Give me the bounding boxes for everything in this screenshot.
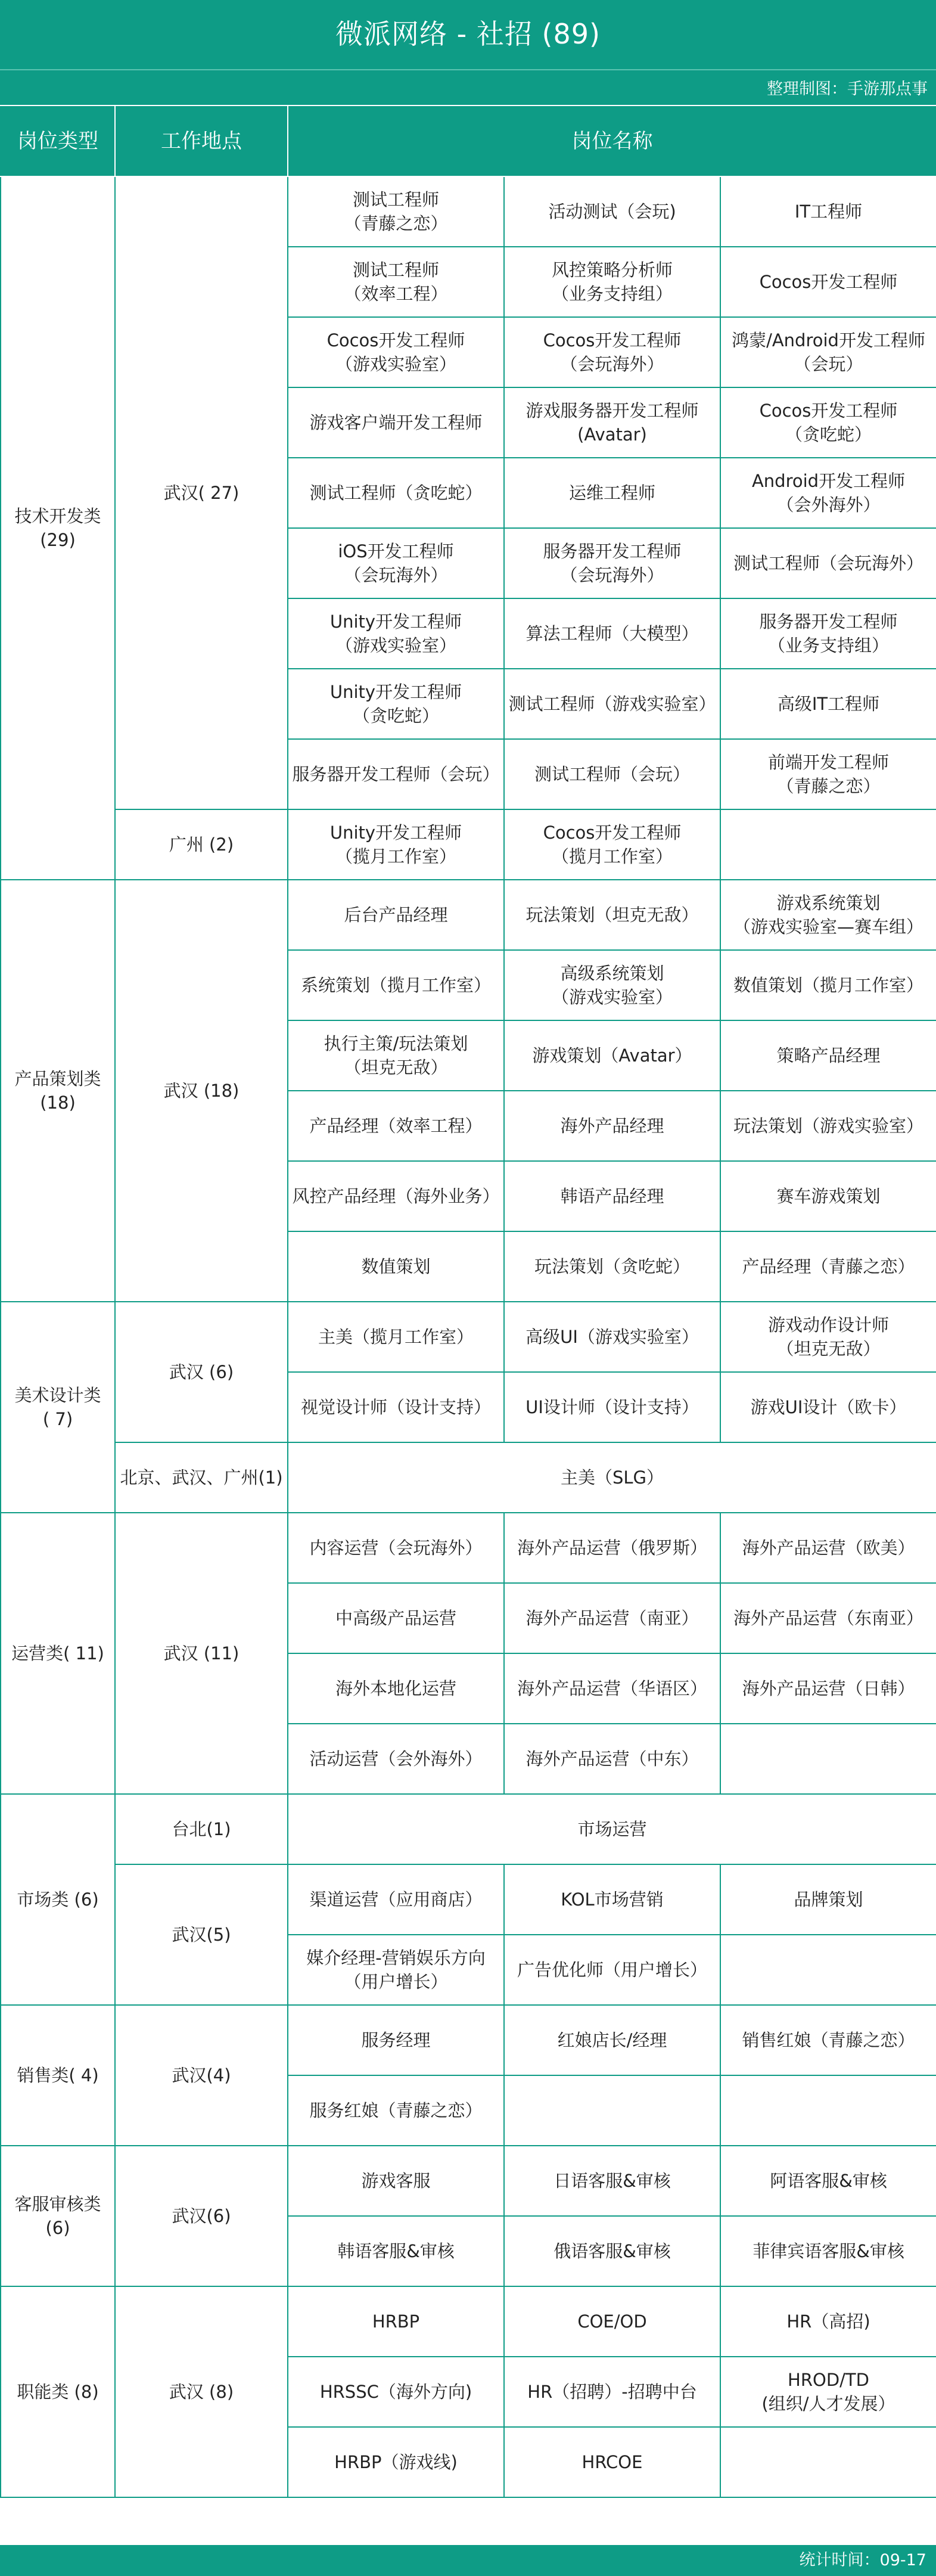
position-cell: 服务器开发工程师 （会玩海外） <box>504 528 720 598</box>
position-cell: 测试工程师（游戏实验室） <box>504 669 720 739</box>
page-title: 微派网络 - 社招 (89) <box>335 18 601 50</box>
position-cell: 测试工程师（贪吃蛇） <box>288 458 504 528</box>
location-cell: 北京、武汉、广州(1) <box>115 1442 288 1513</box>
category-cell: 职能类 (8) <box>1 2286 115 2497</box>
position-cell: 韩语产品经理 <box>504 1161 720 1231</box>
position-cell: 销售红娘（青藤之恋） <box>720 2005 936 2075</box>
position-cell: 内容运营（会玩海外） <box>288 1513 504 1583</box>
position-cell: 玩法策划（游戏实验室） <box>720 1091 936 1161</box>
position-cell: 品牌策划 <box>720 1864 936 1935</box>
location-cell: 武汉 (8) <box>115 2286 288 2497</box>
position-cell: 高级IT工程师 <box>720 669 936 739</box>
position-cell: 韩语客服&审核 <box>288 2216 504 2286</box>
position-cell: 测试工程师（会玩） <box>504 739 720 809</box>
position-cell: 主美（揽月工作室） <box>288 1302 504 1372</box>
position-cell: 测试工程师（会玩海外） <box>720 528 936 598</box>
position-cell: 渠道运营（应用商店） <box>288 1864 504 1935</box>
position-cell: 海外产品运营（东南亚） <box>720 1583 936 1653</box>
location-cell: 台北(1) <box>115 1794 288 1864</box>
position-cell <box>720 809 936 880</box>
position-cell: HRCOE <box>504 2427 720 2497</box>
jobs-table <box>0 105 936 2498</box>
page-header <box>0 0 936 105</box>
category-cell: 运营类( 11) <box>1 1513 115 1794</box>
position-cell: 游戏策划（Avatar） <box>504 1020 720 1091</box>
position-cell: 广告优化师（用户增长） <box>504 1935 720 2005</box>
position-cell: Cocos开发工程师 （贪吃蛇） <box>720 387 936 458</box>
position-cell: 海外产品运营（华语区） <box>504 1653 720 1724</box>
position-cell: 活动运营（会外海外） <box>288 1724 504 1794</box>
column-header-position: 岗位名称 <box>288 105 936 176</box>
position-cell: Unity开发工程师 （揽月工作室） <box>288 809 504 880</box>
position-cell: 游戏动作设计师 （坦克无敌） <box>720 1302 936 1372</box>
stat-time: 统计时间：09-17 <box>799 2551 926 2569</box>
position-cell: Cocos开发工程师 （会玩海外） <box>504 317 720 387</box>
position-cell: 视觉设计师（设计支持） <box>288 1372 504 1442</box>
position-cell: 海外产品运营（中东） <box>504 1724 720 1794</box>
position-cell: 高级系统策划 （游戏实验室） <box>504 950 720 1020</box>
table-row <box>1 176 936 247</box>
position-cell <box>720 2075 936 2146</box>
location-cell: 武汉( 27) <box>115 176 288 809</box>
table-row <box>1 1442 936 1513</box>
position-cell: 服务经理 <box>288 2005 504 2075</box>
table-row <box>1 1794 936 1864</box>
table-row <box>1 2005 936 2075</box>
position-cell: 后台产品经理 <box>288 880 504 950</box>
position-cell: 服务红娘（青藤之恋） <box>288 2075 504 2146</box>
position-cell: 前端开发工程师 （青藤之恋） <box>720 739 936 809</box>
position-cell: Unity开发工程师 （贪吃蛇） <box>288 669 504 739</box>
position-cell: 风控产品经理（海外业务） <box>288 1161 504 1231</box>
position-cell: 服务器开发工程师（会玩） <box>288 739 504 809</box>
table-row <box>1 809 936 880</box>
position-cell: 产品经理（效率工程） <box>288 1091 504 1161</box>
position-cell: 游戏客服 <box>288 2146 504 2216</box>
position-cell: 系统策划（揽月工作室） <box>288 950 504 1020</box>
position-cell: 数值策划（揽月工作室） <box>720 950 936 1020</box>
location-cell: 武汉 (18) <box>115 880 288 1302</box>
location-cell: 武汉(5) <box>115 1864 288 2005</box>
position-cell: KOL市场营销 <box>504 1864 720 1935</box>
position-cell: HROD/TD (组织/人才发展） <box>720 2357 936 2427</box>
position-cell: 主美（SLG） <box>288 1442 936 1513</box>
position-cell: 测试工程师 （效率工程） <box>288 247 504 317</box>
position-cell: Unity开发工程师 （游戏实验室） <box>288 598 504 669</box>
position-cell: HR（高招) <box>720 2286 936 2357</box>
page-footer <box>0 2545 936 2576</box>
position-cell: 算法工程师（大模型） <box>504 598 720 669</box>
header-divider <box>0 69 936 70</box>
table-row <box>1 1302 936 1372</box>
category-cell: 产品策划类 (18) <box>1 880 115 1302</box>
position-cell: 海外产品运营（欧美） <box>720 1513 936 1583</box>
position-cell: 游戏UI设计（欧卡） <box>720 1372 936 1442</box>
position-cell: 中高级产品运营 <box>288 1583 504 1653</box>
location-cell: 武汉(6) <box>115 2146 288 2286</box>
position-cell: 日语客服&审核 <box>504 2146 720 2216</box>
position-cell: Cocos开发工程师 （揽月工作室） <box>504 809 720 880</box>
table-row <box>1 1864 936 1935</box>
position-cell: 俄语客服&审核 <box>504 2216 720 2286</box>
position-cell: 阿语客服&审核 <box>720 2146 936 2216</box>
position-cell: 产品经理（青藤之恋） <box>720 1231 936 1302</box>
table-row <box>1 880 936 950</box>
position-cell: 赛车游戏策划 <box>720 1161 936 1231</box>
position-cell: Cocos开发工程师 <box>720 247 936 317</box>
position-cell: HR（招聘）-招聘中台 <box>504 2357 720 2427</box>
position-cell: 红娘店长/经理 <box>504 2005 720 2075</box>
position-cell <box>504 2075 720 2146</box>
table-row <box>1 2146 936 2216</box>
position-cell: 市场运营 <box>288 1794 936 1864</box>
position-cell: UI设计师（设计支持） <box>504 1372 720 1442</box>
position-cell: 服务器开发工程师 （业务支持组） <box>720 598 936 669</box>
location-cell: 武汉 (6) <box>115 1302 288 1442</box>
category-cell: 销售类( 4) <box>1 2005 115 2146</box>
position-cell: HRBP <box>288 2286 504 2357</box>
position-cell: 玩法策划（贪吃蛇） <box>504 1231 720 1302</box>
position-cell: 海外本地化运营 <box>288 1653 504 1724</box>
position-cell: COE/OD <box>504 2286 720 2357</box>
position-cell: 游戏服务器开发工程师 (Avatar) <box>504 387 720 458</box>
location-cell: 武汉(4) <box>115 2005 288 2146</box>
location-cell: 武汉 (11) <box>115 1513 288 1794</box>
position-cell: Cocos开发工程师 （游戏实验室） <box>288 317 504 387</box>
position-cell: 海外产品运营（南亚） <box>504 1583 720 1653</box>
position-cell <box>720 1935 936 2005</box>
table-header-row <box>1 105 936 176</box>
credit-text: 整理制图：手游那点事 <box>767 80 928 98</box>
category-cell: 技术开发类 (29) <box>1 176 115 880</box>
position-cell: 运维工程师 <box>504 458 720 528</box>
position-cell: 策略产品经理 <box>720 1020 936 1091</box>
position-cell: 数值策划 <box>288 1231 504 1302</box>
category-cell: 客服审核类 (6) <box>1 2146 115 2286</box>
category-cell: 市场类 (6) <box>1 1794 115 2005</box>
position-cell: Android开发工程师 （会外海外） <box>720 458 936 528</box>
location-cell: 广州 (2) <box>115 809 288 880</box>
position-cell <box>720 2427 936 2497</box>
position-cell: 菲律宾语客服&审核 <box>720 2216 936 2286</box>
table-row <box>1 1513 936 1583</box>
position-cell: 高级UI（游戏实验室） <box>504 1302 720 1372</box>
position-cell <box>720 1724 936 1794</box>
position-cell: iOS开发工程师 （会玩海外） <box>288 528 504 598</box>
position-cell: 游戏客户端开发工程师 <box>288 387 504 458</box>
position-cell: 媒介经理-营销娱乐方向 （用户增长） <box>288 1935 504 2005</box>
category-cell: 美术设计类 ( 7) <box>1 1302 115 1513</box>
position-cell: 测试工程师 （青藤之恋） <box>288 176 504 247</box>
column-header-location: 工作地点 <box>115 105 288 176</box>
position-cell: 海外产品运营（日韩） <box>720 1653 936 1724</box>
position-cell: 执行主策/玩法策划 （坦克无敌） <box>288 1020 504 1091</box>
position-cell: 海外产品运营（俄罗斯） <box>504 1513 720 1583</box>
column-header-category: 岗位类型 <box>1 105 115 176</box>
position-cell: 游戏系统策划 （游戏实验室—赛车组） <box>720 880 936 950</box>
position-cell: 风控策略分析师 （业务支持组） <box>504 247 720 317</box>
position-cell: 海外产品经理 <box>504 1091 720 1161</box>
position-cell: HRBP（游戏线) <box>288 2427 504 2497</box>
position-cell: 玩法策划（坦克无敌） <box>504 880 720 950</box>
position-cell: 鸿蒙/Android开发工程师 （会玩） <box>720 317 936 387</box>
table-row <box>1 2286 936 2357</box>
position-cell: IT工程师 <box>720 176 936 247</box>
position-cell: 活动测试（会玩) <box>504 176 720 247</box>
position-cell: HRSSC（海外方向) <box>288 2357 504 2427</box>
